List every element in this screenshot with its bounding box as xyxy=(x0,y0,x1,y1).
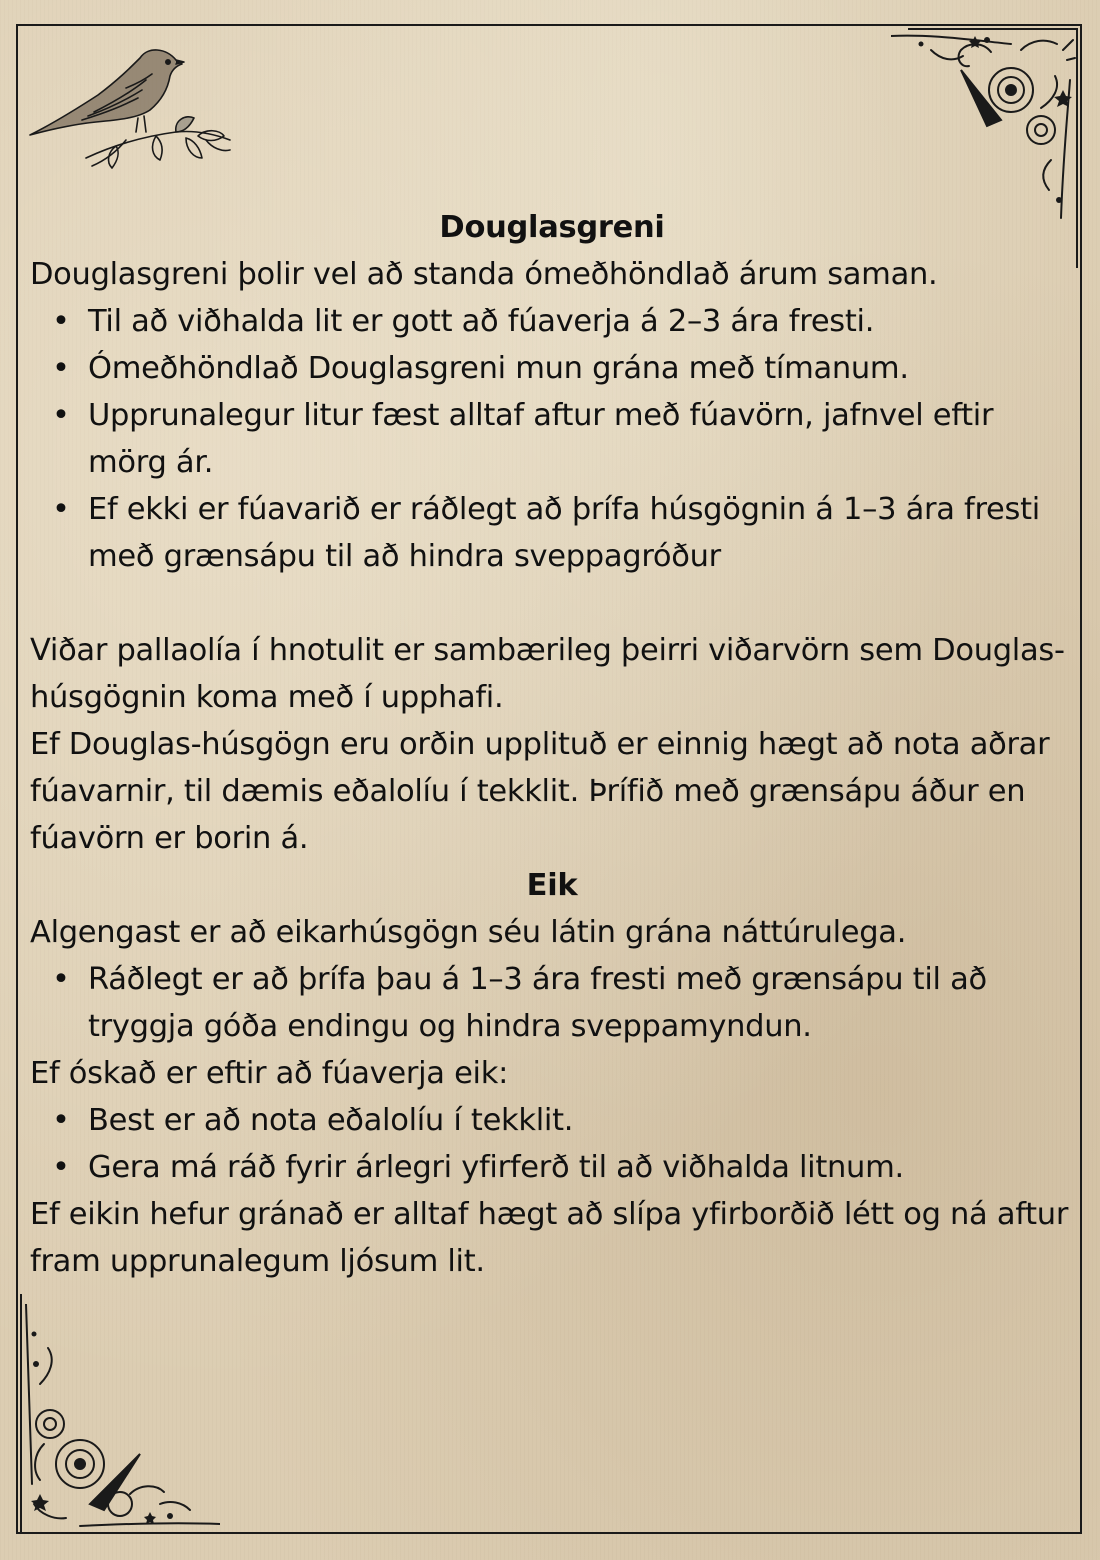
eik-intro: Algengast er að eikarhúsgögn séu látin grána náttúrulega. xyxy=(30,915,907,950)
list-item: • Best er að nota eðalolíu í tekklit. xyxy=(30,1097,1074,1144)
section-heading-douglasgreni: Douglasgreni xyxy=(439,210,665,245)
border-accent xyxy=(1076,28,1078,268)
document-body xyxy=(30,204,1074,1285)
corner-flourish-bottom-left xyxy=(20,1304,220,1534)
list-item: • Gera má ráð fyrir árlegri yfirferð til að viðhalda litnum. xyxy=(30,1144,1074,1191)
bullet-icon: • xyxy=(52,304,70,339)
douglas-intro: Douglasgreni þolir vel að standa ómeðhöndlað árum saman. xyxy=(30,257,938,292)
list-item: • Ómeðhöndlað Douglasgreni mun grána með tímanum. xyxy=(30,345,1074,392)
bullet-icon: • xyxy=(52,492,70,527)
list-item: • Upprunalegur litur fæst alltaf aftur með fúavörn, jafnvel eftir mörg ár. xyxy=(30,392,1074,486)
bullet-icon: • xyxy=(52,962,70,997)
eik-paragraph-sanding: Ef eikin hefur gránað er alltaf hægt að slípa yfirborðið létt og ná aftur fram upprunalegum ljósum lit. xyxy=(30,1197,1069,1279)
list-item: • Ef ekki er fúavarið er ráðlegt að þrífa húsgögnin á 1–3 ára fresti með grænsápu til að hindra sveppagróður xyxy=(30,486,1074,580)
spacer xyxy=(30,580,1074,627)
list-item: • Til að viðhalda lit er gott að fúaverja á 2–3 ára fresti. xyxy=(30,298,1074,345)
douglas-bullet-list xyxy=(30,298,1074,580)
eik-bullet-list-protect xyxy=(30,1097,1074,1191)
bullet-icon: • xyxy=(52,1103,70,1138)
eik-bullet-list-cleaning xyxy=(30,956,1074,1050)
douglas-paragraph-oil: Viðar pallaolía í hnotulit er sambærileg þeirri viðarvörn sem Douglas-húsgögnin koma með í upphafi. xyxy=(30,633,1065,715)
bullet-icon: • xyxy=(52,398,70,433)
bullet-icon: • xyxy=(52,351,70,386)
bird-illustration xyxy=(26,40,236,175)
douglas-paragraph-faded: Ef Douglas-húsgögn eru orðin upplituð er einnig hægt að nota aðrar fúavarnir, til dæmis eðalolíu í tekklit. Þrífið með grænsápu áður en fúavörn er borin á. xyxy=(30,727,1050,856)
eik-paragraph-protect: Ef óskað er eftir að fúaverja eik: xyxy=(30,1056,509,1091)
list-item: • Ráðlegt er að þrífa þau á 1–3 ára fresti með grænsápu til að tryggja góða endingu og hindra sveppamyndun. xyxy=(30,956,1074,1050)
bullet-icon: • xyxy=(52,1150,70,1185)
corner-flourish-top-right xyxy=(891,30,1076,220)
section-heading-eik: Eik xyxy=(526,868,578,903)
